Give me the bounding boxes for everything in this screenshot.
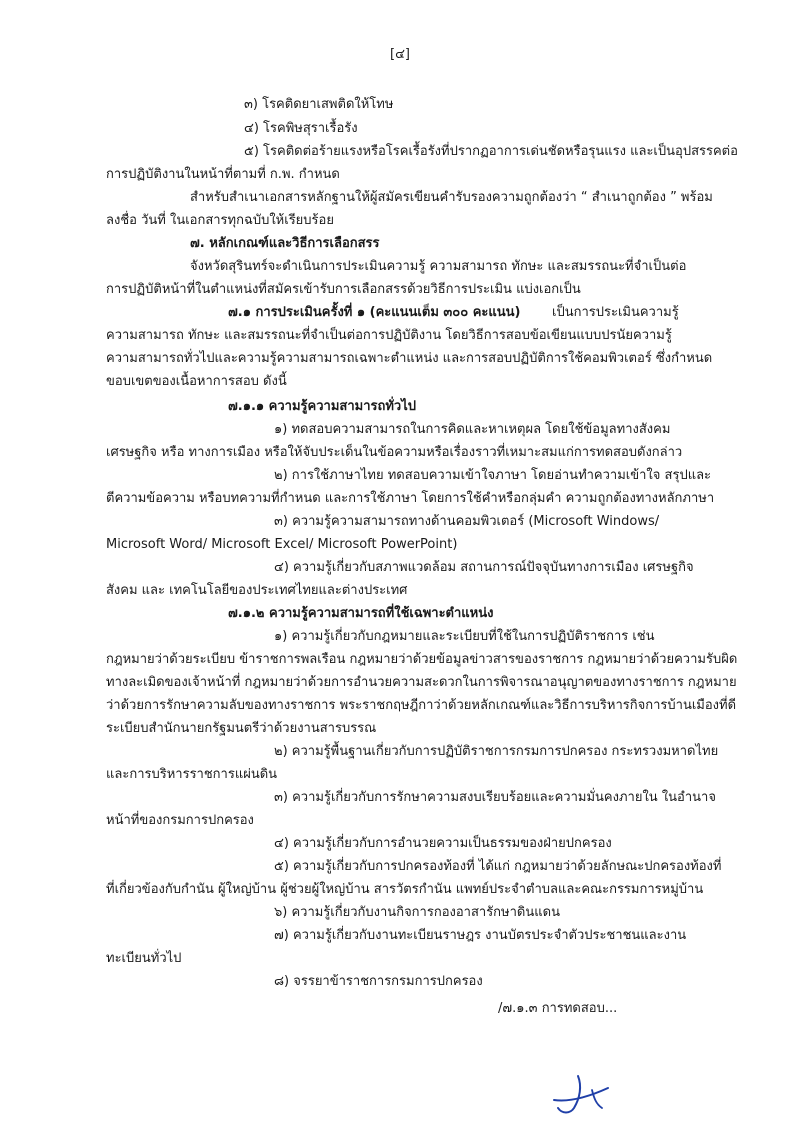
doc-line: ๗) ความรู้เกี่ยวกับงานทะเบียนราษฎร งานบัตรประจำตัวประชาชนและงาน <box>274 928 687 943</box>
doc-line: ๔) ความรู้เกี่ยวกับสภาพแวดล้อม สถานการณ์ปัจจุบันทางการเมือง เศรษฐกิจ <box>274 560 694 575</box>
doc-line: ๒) ความรู้พื้นฐานเกี่ยวกับการปฏิบัติราชการกรมการปกครอง กระทรวงมหาดไทย <box>274 744 719 759</box>
doc-line: ลงชื่อ วันที่ ในเอกสารทุกฉบับให้เรียบร้อย <box>106 213 334 228</box>
doc-line: ระเบียบสำนักนายกรัฐมนตรีว่าด้วยงานสารบรรณ <box>106 721 377 736</box>
doc-line: เป็นการประเมินความรู้ <box>552 305 679 320</box>
doc-line: ที่เกี่ยวข้องกับกำนัน ผู้ใหญ่บ้าน ผู้ช่วยผู้ใหญ่บ้าน สารวัตรกำนัน แพทย์ประจำตำบลและคณะกรรมการหมู่บ้าน <box>106 882 704 897</box>
doc-line: กฎหมายว่าด้วยระเบียบ ข้าราชการพลเรือน กฎหมายว่าด้วยข้อมูลข่าวสารของราชการ กฎหมายว่าด้วยความรับผิด <box>106 652 738 667</box>
doc-line: หน้าที่ของกรมการปกครอง <box>106 813 254 828</box>
subsection-heading: ๗.๑ การประเมินครั้งที่ ๑ (คะแนนเต็ม ๓๐๐ คะแนน) <box>228 305 521 320</box>
doc-line: ตีความข้อความ หรือบทความที่กำหนด และการใช้ภาษา โดยการใช้คำหรือกลุ่มคำ ความถูกต้องทางหลักภาษา <box>106 491 715 506</box>
doc-line: ๕) โรคติดต่อร้ายแรงหรือโรคเรื้อรังที่ปรากฏอาการเด่นชัดหรือรุนแรง และเป็นอุปสรรคต่อ <box>244 144 738 159</box>
doc-line: ๘) จรรยาข้าราชการกรมการปกครอง <box>274 974 483 989</box>
continuation-note: /๗.๑.๓ การทดสอบ... <box>498 1001 618 1016</box>
doc-line: ๔) ความรู้เกี่ยวกับการอำนวยความเป็นธรรมของฝ่ายปกครอง <box>274 836 612 851</box>
subsection-heading: ๗.๑.๒ ความรู้ความสามารถที่ใช้เฉพาะตำแหน่ง <box>228 606 494 621</box>
doc-line: ทะเบียนทั่วไป <box>106 951 182 966</box>
doc-line: เศรษฐกิจ หรือ ทางการเมือง หรือให้จับประเด็นในข้อความหรือเรื่องราวที่เหมาะสมแก่การทดสอบดังกล่าว <box>106 445 683 460</box>
doc-line: การปฏิบัติหน้าที่ในตำแหน่งที่สมัครเข้ารับการเลือกสรรด้วยวิธีการประเมิน แบ่งเอกเป็น <box>106 282 581 297</box>
doc-line: Microsoft Word/ Microsoft Excel/ Microsoft PowerPoint) <box>106 537 458 552</box>
doc-line: ขอบเขตของเนื้อหาการสอบ ดังนี้ <box>106 374 287 389</box>
doc-line: ๑) ทดสอบความสามารถในการคิดและหาเหตุผล โดยใช้ข้อมูลทางสังคม <box>274 422 671 437</box>
doc-line: ความสามารถทั่วไปและความรู้ความสามารถเฉพาะตำแหน่ง และการสอบปฏิบัติการใช้คอมพิวเตอร์ ซึ่งกำหนด <box>106 351 713 366</box>
doc-line: ทางละเมิดของเจ้าหน้าที่ กฎหมายว่าด้วยการอำนวยความสะดวกในการพิจารณาอนุญาตของทางราชการ กฎหมาย <box>106 675 737 690</box>
doc-line: ๑) ความรู้เกี่ยวกับกฎหมายและระเบียบที่ใช้ในการปฏิบัติราชการ เช่น <box>274 629 655 644</box>
page-number: [๔] <box>390 47 410 62</box>
doc-line: การปฏิบัติงานในหน้าที่ตามที่ ก.พ. กำหนด <box>106 167 340 182</box>
doc-line: ว่าด้วยการรักษาความลับของทางราชการ พระราชกฤษฎีกาว่าด้วยหลักเกณฑ์และวิธีการบริหารกิจการบ้านเมืองที่ดี <box>106 698 737 713</box>
doc-line: ๔) โรคพิษสุราเรื้อรัง <box>244 121 358 136</box>
doc-line: และการบริหารราชการแผ่นดิน <box>106 767 278 782</box>
subsection-heading: ๗.๑.๑ ความรู้ความสามารถทั่วไป <box>228 399 417 414</box>
doc-line: ๒) การใช้ภาษาไทย ทดสอบความเข้าใจภาษา โดยอ่านทำความเข้าใจ สรุปและ <box>274 468 712 483</box>
doc-line: ๕) ความรู้เกี่ยวกับการปกครองท้องที่ ได้แก่ กฎหมายว่าด้วยลักษณะปกครองท้องที่ <box>274 859 722 874</box>
signature-mark <box>548 1072 618 1118</box>
doc-line: ๓) ความรู้เกี่ยวกับการรักษาความสงบเรียบร้อยและความมั่นคงภายใน ในอำนาจ <box>274 790 716 805</box>
doc-line: สำหรับสำเนาเอกสารหลักฐานให้ผู้สมัครเขียนคำรับรองความถูกต้องว่า “ สำเนาถูกต้อง ” พร้อม <box>190 190 713 205</box>
doc-line: ๓) ความรู้ความสามารถทางด้านคอมพิวเตอร์ (Microsoft Windows/ <box>274 514 660 529</box>
doc-line: ความสามารถ ทักษะ และสมรรถนะที่จำเป็นต่อการปฏิบัติงาน โดยวิธีการสอบข้อเขียนแบบปรนัยความรู้ <box>106 328 672 343</box>
doc-line: จังหวัดสุรินทร์จะดำเนินการประเมินความรู้ ความสามารถ ทักษะ และสมรรถนะที่จำเป็นต่อ <box>190 259 687 274</box>
doc-line: สังคม และ เทคโนโลยีของประเทศไทยและต่างประเทศ <box>106 583 408 598</box>
section-heading: ๗. หลักเกณฑ์และวิธีการเลือกสรร <box>190 236 380 251</box>
doc-line: ๓) โรคติดยาเสพติดให้โทษ <box>244 97 394 112</box>
doc-line: ๖) ความรู้เกี่ยวกับงานกิจการกองอาสารักษาดินแดน <box>274 905 560 920</box>
